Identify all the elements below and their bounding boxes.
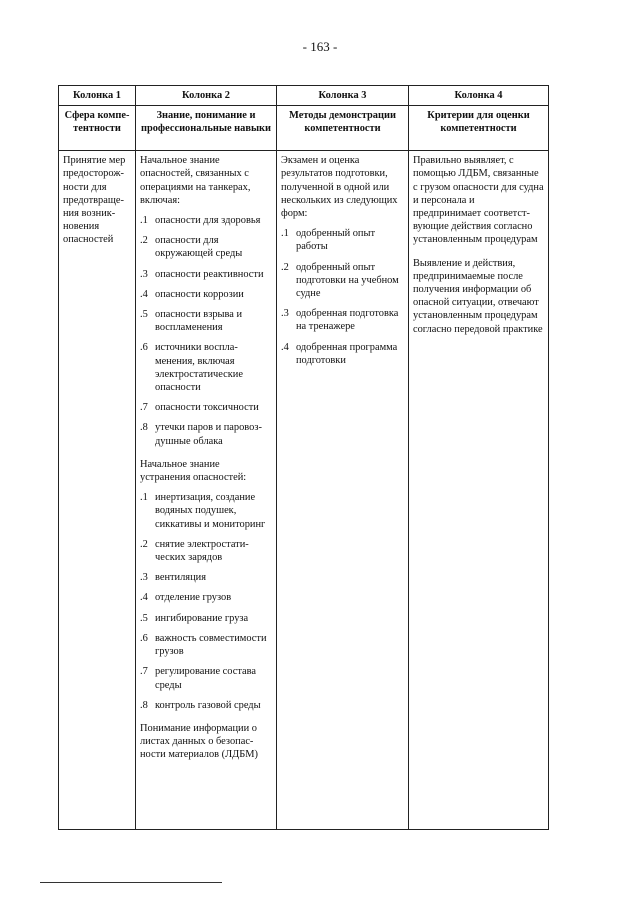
list-item-number: .2 [281,261,289,273]
col2-list1 [140,214,272,448]
col2-intro2: Начальное знание устранения опасностей: [140,458,247,484]
list-item [281,227,404,253]
list-item [140,491,272,531]
list-item [140,421,272,447]
col1-cell [59,151,136,830]
list-item-number: .1 [140,215,148,227]
list-item-text: опасности токсичности [155,402,259,414]
column-header-4: Колонка 4 [409,86,549,106]
list-item [140,665,272,691]
list-item-number: .8 [140,422,148,434]
list-item-number: .4 [140,288,148,300]
competence-table [58,85,549,830]
list-item-number: .1 [140,492,148,504]
list-item-text: опасности коррозии [155,288,244,300]
column-header-2: Колонка 2 [136,86,277,106]
list-item-text: одобренная программа подготовки [296,341,398,366]
col3-intro: Экзамен и оценка результатов подготовки, полученной в одной или нескольких из следующих форм: [281,155,398,220]
sub-header-2: Знание, понимание и профессиональные навыки [136,106,277,151]
list-item-number: .4 [140,592,148,604]
list-item-text: опасности взрыва и воспламенения [155,309,243,334]
list-item [281,261,404,301]
list-item-number: .6 [140,342,148,354]
footnote-divider [40,882,222,883]
list-item [140,571,272,584]
sub-header-3: Методы демонстрации компетентности [277,106,409,151]
list-item-number: .4 [281,341,289,353]
page-number: - 163 - [302,39,338,54]
list-item-text: опасности для здоровья [155,215,261,227]
list-item [140,612,272,625]
col2-closing: Понимание информации о листах данных о безопас-ности материалов (ЛДБМ) [140,722,258,761]
list-item [140,288,272,301]
col3-cell [277,151,409,830]
list-item-number: .6 [140,632,148,644]
col2-intro1: Начальное знание опасностей, связанных с операциями на танкерах, включая: [140,155,251,206]
list-item-number: .2 [140,235,148,247]
sub-header-4: Критерии для оценки компетентности [409,106,549,151]
col3-list [281,227,404,367]
list-item-text: утечки паров и паровоз-душные облака [155,422,262,447]
list-item-number: .7 [140,402,148,414]
list-item-text: регулирование состава среды [155,666,256,691]
list-item-text: опасности реактивности [155,268,264,280]
list-item [140,591,272,604]
list-item [140,401,272,414]
list-item [140,632,272,658]
list-item-text: одобренный опыт работы [296,228,376,253]
list-item-text: важность совместимости грузов [155,632,267,658]
list-item-number: .7 [140,666,148,678]
list-item [140,699,272,712]
list-item-text: вентиляция [155,572,206,584]
list-item [140,341,272,394]
sub-header-row [59,106,549,151]
col2-cell [136,151,277,830]
list-item-number: .5 [140,309,148,321]
col4-criterion-2: Выявление и действия, предпринимаемые после получения информации об опасной ситуации, отвечают установленным процедурам согласно передовой практике [413,257,543,335]
column-header-3: Колонка 3 [277,86,409,106]
list-item [140,234,272,260]
list-item-number: .5 [140,612,148,624]
list-item-text: одобренная подготовка на тренажере [296,308,399,333]
sub-header-1: Сфера компе-тентности [59,106,136,151]
list-item-text: снятие электростати-ческих зарядов [155,538,249,564]
list-item [140,268,272,281]
list-item-text: источники воспла-менения, включая электростатические опасности [155,342,243,394]
col2-list2 [140,491,272,712]
column-header-row [59,86,549,106]
body-row [59,151,549,830]
list-item [281,341,404,367]
list-item-text: ингибирование груза [155,612,249,624]
competence-area: Принятие мер предосторож-ности для предотвраще-ния возник-новения опасностей [63,155,126,246]
list-item-number: .3 [140,268,148,280]
list-item [281,307,404,333]
list-item-text: инертизация, создание водяных подушек, сиккативы и мониторинг [155,492,266,530]
list-item-text: опасности для окружающей среды [155,235,243,260]
list-item-number: .2 [140,538,148,550]
list-item-number: .8 [140,699,148,711]
list-item [140,308,272,334]
list-item-number: .3 [281,308,289,320]
col4-criterion-1: Правильно выявляет, с помощью ЛДБМ, связанные с грузом опасности для судна и персонала и предпринимает соответст-вующие действия согласно установленным процедурам [413,155,544,246]
column-header-1: Колонка 1 [59,86,136,106]
list-item-number: .3 [140,572,148,584]
list-item-number: .1 [281,228,289,240]
list-item [140,214,272,227]
list-item [140,538,272,564]
list-item-text: отделение грузов [155,592,232,604]
col4-cell [409,151,549,830]
list-item-text: одобренный опыт подготовки на учебном судне [296,261,399,300]
list-item-text: контроль газовой среды [155,699,261,711]
